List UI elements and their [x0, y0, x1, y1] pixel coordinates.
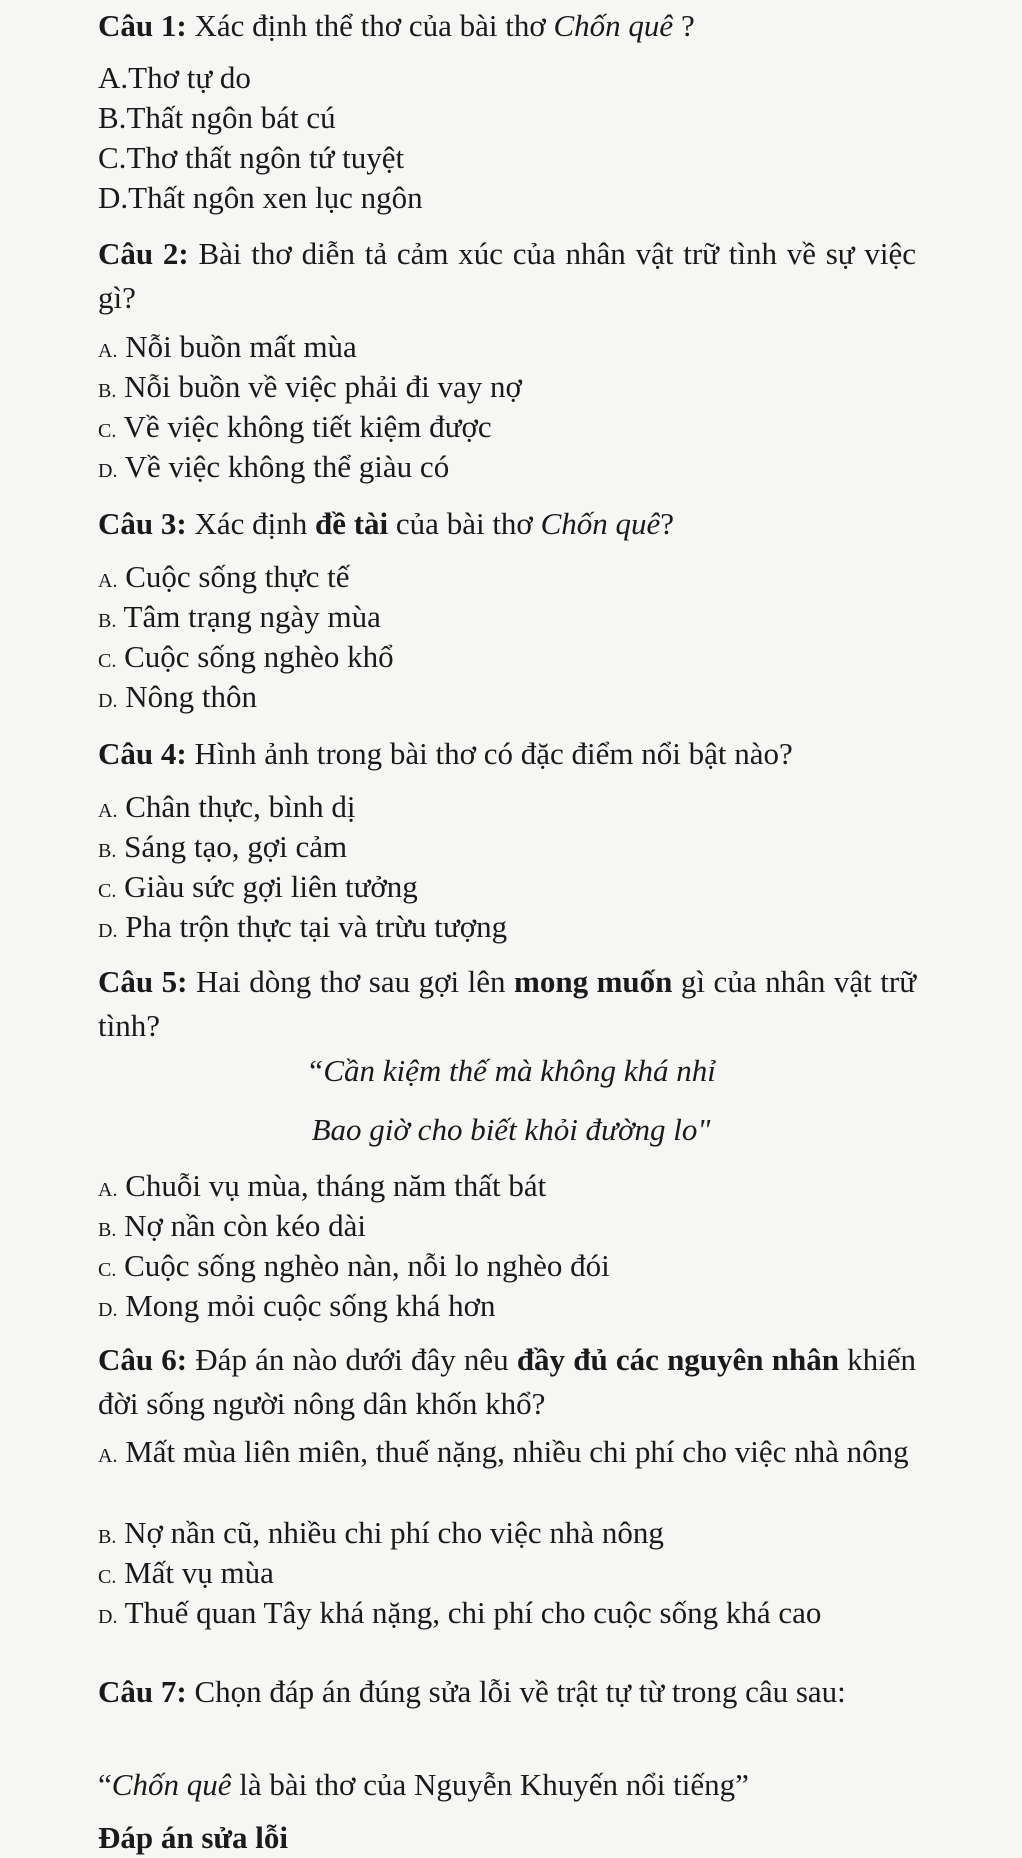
- q7-answer-label: Đáp án sửa lỗi: [98, 1820, 289, 1855]
- q6-option-d: D. Thuế quan Tây khá nặng, chi phí cho cuộc sống khá cao: [98, 1595, 822, 1630]
- question-2: Câu 2: Bài thơ diễn tả cảm xúc của nhân vật trữ tình về sự việc gì?: [98, 236, 916, 315]
- q2-option-b: B. Nỗi buồn về việc phải đi vay nợ: [98, 369, 522, 404]
- q6-option-c: C. Mất vụ mùa: [98, 1555, 274, 1590]
- poem-line-2: Bao giờ cho biết khỏi đường lo": [311, 1112, 711, 1147]
- q2-option-a: A. Nỗi buồn mất mùa: [98, 329, 357, 364]
- q1-option-c: C.Thơ thất ngôn tứ tuyệt: [98, 140, 405, 175]
- q4-option-b: B. Sáng tạo, gợi cảm: [98, 829, 348, 864]
- question-6: Câu 6: Đáp án nào dưới đây nêu đầy đủ các nguyên nhân khiến đời sống người nông dân khốn khổ?: [98, 1342, 916, 1421]
- q3-option-d: D. Nông thôn: [98, 679, 257, 714]
- question-3: Câu 3: Xác định đề tài của bài thơ Chốn quê?: [98, 506, 675, 541]
- q1-option-b: B.Thất ngôn bát cú: [98, 100, 336, 135]
- q4-option-a: A. Chân thực, bình dị: [98, 789, 356, 824]
- q7-sentence: “Chốn quê là bài thơ của Nguyễn Khuyến nổi tiếng”: [98, 1767, 749, 1802]
- q5-option-a: A. Chuỗi vụ mùa, tháng năm thất bát: [98, 1168, 547, 1203]
- question-7: Câu 7: Chọn đáp án đúng sửa lỗi về trật tự từ trong câu sau:: [98, 1674, 846, 1709]
- q4-option-d: D. Pha trộn thực tại và trừu tượng: [98, 909, 508, 944]
- poem-line-1: “Cần kiệm thế mà không khá nhỉ: [306, 1053, 716, 1088]
- q2-option-d: D. Về việc không thể giàu có: [98, 449, 450, 484]
- q3-option-a: A. Cuộc sống thực tế: [98, 559, 350, 594]
- q4-option-c: C. Giàu sức gợi liên tưởng: [98, 869, 418, 904]
- q6-option-a: A. Mất mùa liên miên, thuế nặng, nhiều chi phí cho việc nhà nông: [98, 1434, 909, 1469]
- question-5: Câu 5: Hai dòng thơ sau gợi lên mong muốn gì của nhân vật trữ tình?: [98, 964, 916, 1043]
- question-4: Câu 4: Hình ảnh trong bài thơ có đặc điểm nổi bật nào?: [98, 736, 793, 771]
- question-1: Câu 1: Xác định thể thơ của bài thơ Chốn quê ?: [98, 8, 695, 43]
- q5-option-c: C. Cuộc sống nghèo nàn, nỗi lo nghèo đói: [98, 1248, 610, 1283]
- q3-option-b: B. Tâm trạng ngày mùa: [98, 599, 381, 634]
- q5-option-b: B. Nợ nần còn kéo dài: [98, 1208, 367, 1243]
- q1-option-a: A.Thơ tự do: [98, 60, 251, 95]
- q6-option-b: B. Nợ nần cũ, nhiều chi phí cho việc nhà nông: [98, 1515, 664, 1550]
- q2-option-c: C. Về việc không tiết kiệm được: [98, 409, 492, 444]
- q3-option-c: C. Cuộc sống nghèo khổ: [98, 639, 394, 674]
- q5-option-d: D. Mong mỏi cuộc sống khá hơn: [98, 1288, 496, 1323]
- q1-option-d: D.Thất ngôn xen lục ngôn: [98, 180, 423, 215]
